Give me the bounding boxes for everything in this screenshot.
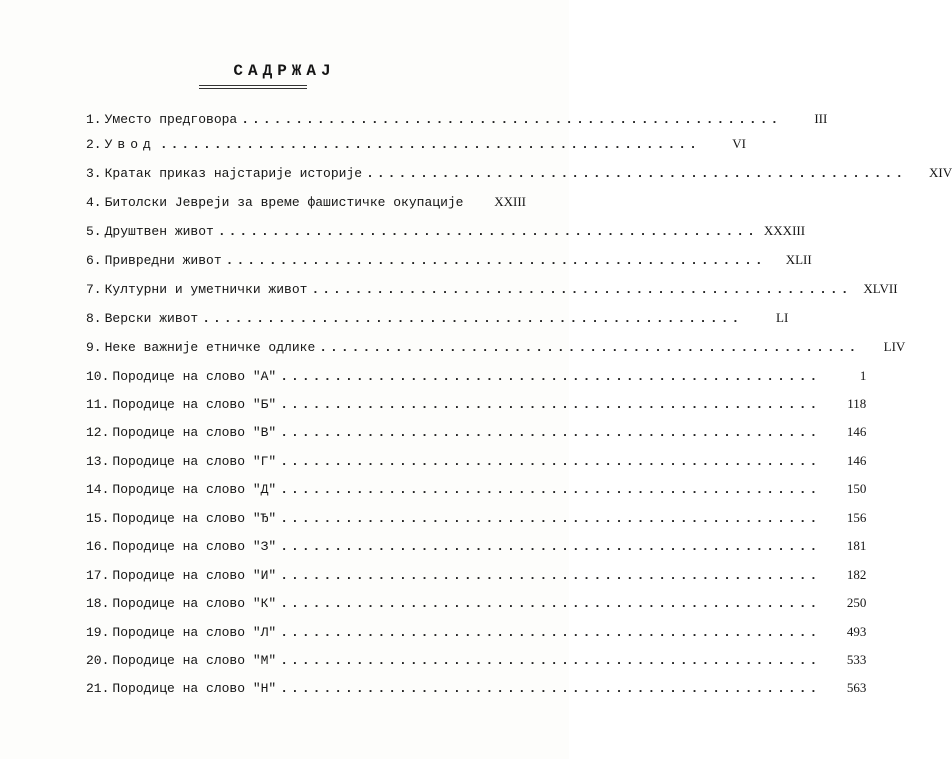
entry-title: Неке важније етничке одлике: [104, 340, 316, 355]
toc-entry: [86, 308, 789, 328]
leader-dots: ..................................................: [280, 596, 821, 611]
leader-dots: ..................................................: [280, 681, 821, 696]
entry-number: 17.: [86, 568, 110, 583]
entry-number: 10.: [86, 369, 110, 384]
leader-dots: ..................................................: [225, 253, 766, 268]
toc-entry: [86, 192, 526, 212]
entry-page: 146: [846, 453, 867, 468]
entry-number: 11.: [86, 397, 110, 412]
leader-dots: ..................................................: [280, 425, 821, 440]
entry-title: Породице на слово "З": [112, 539, 277, 554]
entry-page: 118: [847, 396, 867, 411]
toc-entry: [86, 650, 867, 670]
entry-title: Породице на слово "В": [112, 425, 277, 440]
leader-dots: ..................................................: [217, 224, 758, 239]
entry-title: Породице на слово "И": [112, 568, 277, 583]
toc-entry: [86, 422, 867, 442]
toc-entry: [86, 593, 867, 613]
entry-title: Битолски Јевреји за време фашистичке окупације: [104, 195, 464, 210]
entry-page: 182: [846, 567, 867, 582]
entry-title: Породице на слово "К": [112, 596, 277, 611]
leader-dots: ..................................................: [311, 282, 852, 297]
entry-title: Породице на слово "Д": [112, 482, 277, 497]
entry-title: Породице на слово "Г": [112, 454, 277, 469]
toc-entry: [86, 279, 898, 299]
entry-title: Друштвен живот: [104, 224, 214, 239]
entry-number: 16.: [86, 539, 110, 554]
entry-page: XXIII: [494, 194, 526, 209]
toc-entry: [86, 250, 812, 270]
entry-page: 181: [846, 538, 867, 553]
entry-page: 156: [846, 510, 867, 525]
entry-number: 21.: [86, 681, 110, 696]
toc-entry: [86, 508, 867, 528]
toc-entry: [86, 451, 867, 471]
entry-page: 533: [846, 652, 867, 667]
entry-page: 146: [846, 424, 867, 439]
entry-title: Породице на слово "Ђ": [112, 511, 277, 526]
entry-number: 9.: [86, 340, 102, 355]
entry-number: 13.: [86, 454, 110, 469]
entry-title: Верски живот: [104, 311, 199, 326]
entry-title: Породице на слово "Б": [112, 397, 277, 412]
entry-page: XLII: [785, 252, 812, 267]
leader-dots: ..................................................: [280, 454, 821, 469]
leader-dots: ..................................................: [280, 625, 821, 640]
entry-number: 12.: [86, 425, 110, 440]
entry-title: Увод: [104, 137, 156, 152]
entry-page: 250: [846, 595, 867, 610]
entry-page: LI: [776, 310, 789, 325]
entry-number: 8.: [86, 311, 102, 326]
entry-title: Породице на слово "М": [112, 653, 277, 668]
entry-page: 563: [846, 680, 867, 695]
leader-dots: ..................................................: [280, 369, 821, 384]
toc-entry: [86, 565, 867, 585]
entry-number: 4.: [86, 195, 102, 210]
entry-page: VI: [732, 136, 746, 151]
toc-entry: [86, 134, 746, 154]
entry-title: Привредни живот: [104, 253, 222, 268]
toc-entry: [86, 337, 906, 357]
toc-entry: [86, 366, 867, 386]
entry-number: 14.: [86, 482, 110, 497]
leader-dots: ..................................................: [159, 137, 700, 152]
entry-title: Породице на слово "А": [112, 369, 277, 384]
entry-number: 18.: [86, 596, 110, 611]
entry-title: Кратак приказ најстарије историје: [104, 166, 363, 181]
leader-dots: ..................................................: [319, 340, 860, 355]
leader-dots: ..................................................: [366, 166, 907, 181]
entry-number: 19.: [86, 625, 110, 640]
toc-entry: [86, 479, 867, 499]
entry-number: 5.: [86, 224, 102, 239]
entry-number: 3.: [86, 166, 102, 181]
leader-dots: ..................................................: [280, 397, 821, 412]
entry-page: XLVII: [863, 281, 898, 296]
leader-dots: ..................................................: [241, 112, 782, 127]
entry-page: 1: [859, 368, 867, 383]
toc-entry: [86, 109, 828, 129]
entry-number: 2.: [86, 137, 102, 152]
toc-entry: [86, 536, 867, 556]
leader-dots: ..................................................: [280, 539, 821, 554]
entry-page: LIV: [883, 339, 906, 354]
entry-number: 1.: [86, 112, 102, 127]
entry-number: 15.: [86, 511, 110, 526]
entry-number: 6.: [86, 253, 102, 268]
entry-page: 150: [846, 481, 867, 496]
toc-entry: [86, 221, 806, 241]
leader-dots: ..................................................: [280, 568, 821, 583]
toc-entry: [86, 678, 867, 698]
toc-entry: [86, 163, 952, 183]
entry-title: Културни и уметнички живот: [104, 282, 308, 297]
page-title: САДРЖАЈ: [233, 62, 336, 80]
entry-title: Уместо предговора: [104, 112, 238, 127]
leader-dots: ..................................................: [280, 511, 821, 526]
toc-entry: [86, 622, 867, 642]
leader-dots: ..................................................: [280, 653, 821, 668]
leader-dots: ..................................................: [280, 482, 821, 497]
entry-number: 20.: [86, 653, 110, 668]
entry-page: XXXIII: [763, 223, 806, 238]
leader-dots: ..................................................: [202, 311, 743, 326]
toc-entry: [86, 394, 867, 414]
entry-page: XIV: [929, 165, 952, 180]
entry-page: 493: [846, 624, 867, 639]
entry-page: III: [814, 111, 828, 126]
entry-number: 7.: [86, 282, 102, 297]
entry-title: Породице на слово "Н": [112, 681, 277, 696]
entry-title: Породице на слово "Л": [112, 625, 277, 640]
